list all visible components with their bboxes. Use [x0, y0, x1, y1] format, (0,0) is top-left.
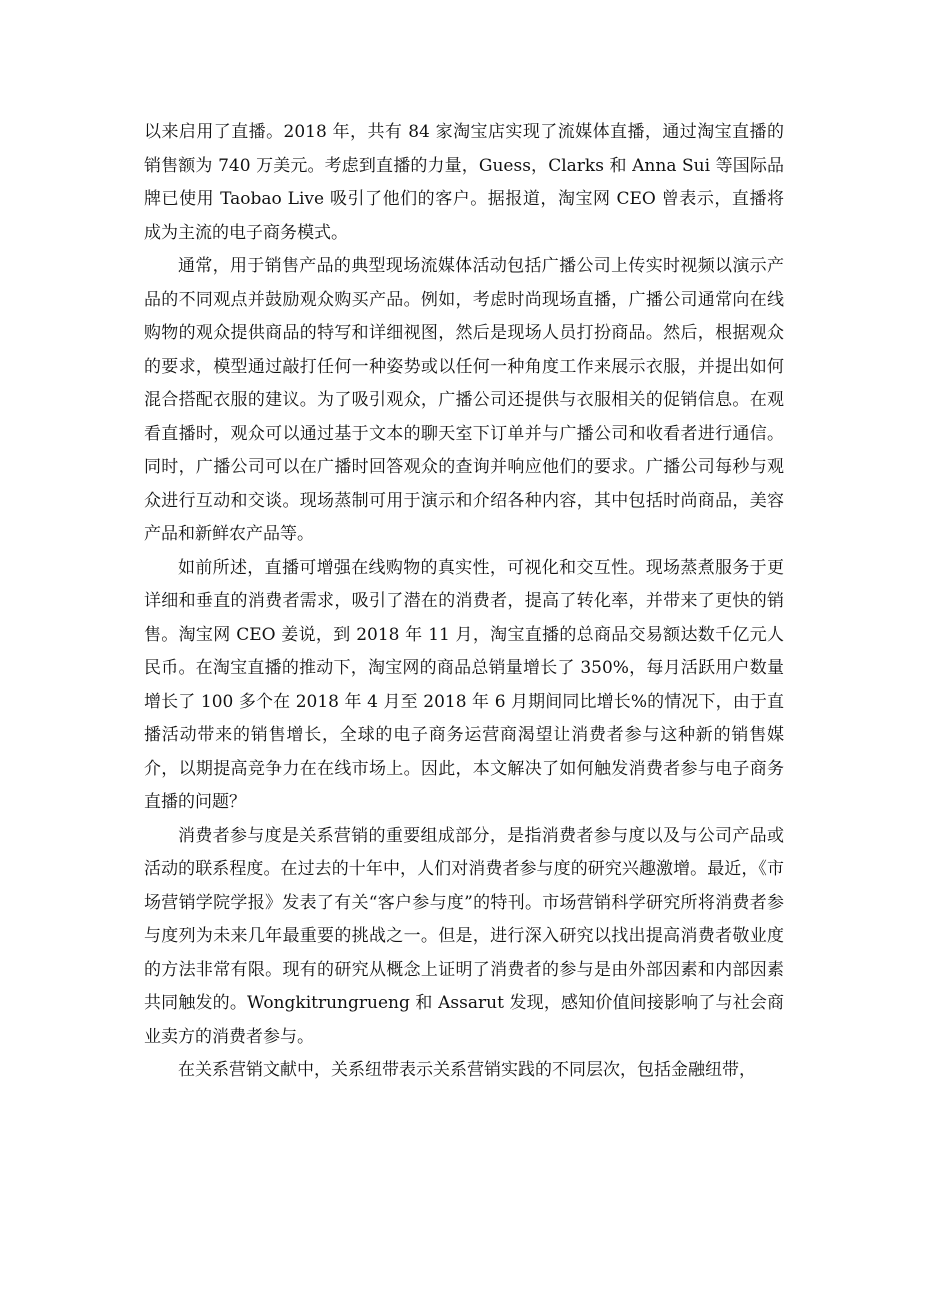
paragraph-relationship-bonds: 在关系营销文献中，关系纽带表示关系营销实践的不同层次，包括金融纽带， — [178, 1060, 756, 1080]
paragraph-consumer-engagement: 消费者参与度是关系营销的重要组成部分，是指消费者参与度以及与公司产品或活动的联系程度。在过去的十年中，人们对消费者参与度的研究兴趣激增。最近，《市场营销学院学报》发表了有关“客户参与度”的特刊。市场营销科学研究所将消费者参与度列为未来几年最重要的挑战之一。但是，进行深入研究以找出提高消费者敬业度的方法非常有限。现有的研究从概念上证明了消费者的参与是由外部因素和内部因素共同触发的。Wongkitrungrueng 和 Assarut 发现，感知价值间接影响了与社会商业卖方的消费者参与。 — [144, 825, 784, 1047]
paragraph-live-streaming-activity: 通常，用于销售产品的典型现场流媒体活动包括广播公司上传实时视频以演示产品的不同观点并鼓励观众购买产品。例如，考虑时尚现场直播，广播公司通常向在线购物的观众提供商品的特写和详细视图，然后是现场人员打扮商品。然后，根据观众的要求，模型通过敲打任何一种姿势或以任何一种角度工作来展示衣服，并提出如何混合搭配衣服的建议。为了吸引观众，广播公司还提供与衣服相关的促销信息。在观看直播时，观众可以通过基于文本的聊天室下订单并与广播公司和收看者进行通信。同时，广播公司可以在广播时回答观众的查询并响应他们的要求。广播公司每秒与观众进行互动和交谈。现场蒸制可用于演示和介绍各种内容，其中包括时尚商品，美容产品和新鲜农产品等。 — [144, 256, 784, 544]
paragraph-authenticity: 如前所述，直播可增强在线购物的真实性，可视化和交互性。现场蒸煮服务于更详细和垂直的消费者需求，吸引了潜在的消费者，提高了转化率，并带来了更快的销售。淘宝网 CEO 姜说，到 2018 年 11 月，淘宝直播的总商品交易额达数千亿元人民币。在淘宝直播的推动下，淘宝网的商品总销量增长了 350%，每月活跃用户数量增长了 100 多个在 2018 年 4 月至 2018 年 6 月期间同比增长%的情况下，由于直播活动带来的销售增长，全球的电子商务运营商渴望让消费者参与这种新的销售媒介，以期提高竞争力在在线市场上。因此，本文解决了如何触发消费者参与电子商务直播的问题？ — [144, 557, 784, 812]
paragraph-continuation: 以来启用了直播。2018 年，共有 84 家淘宝店实现了流媒体直播，通过淘宝直播的销售额为 740 万美元。考虑到直播的力量，Guess，Clarks 和 Anna Sui 等国际品牌已使用 Taobao Live 吸引了他们的客户。据报道，淘宝网 CEO 曾表示，直播将成为主流的电子商务模式。 — [144, 122, 784, 243]
document-page — [144, 116, 784, 1088]
